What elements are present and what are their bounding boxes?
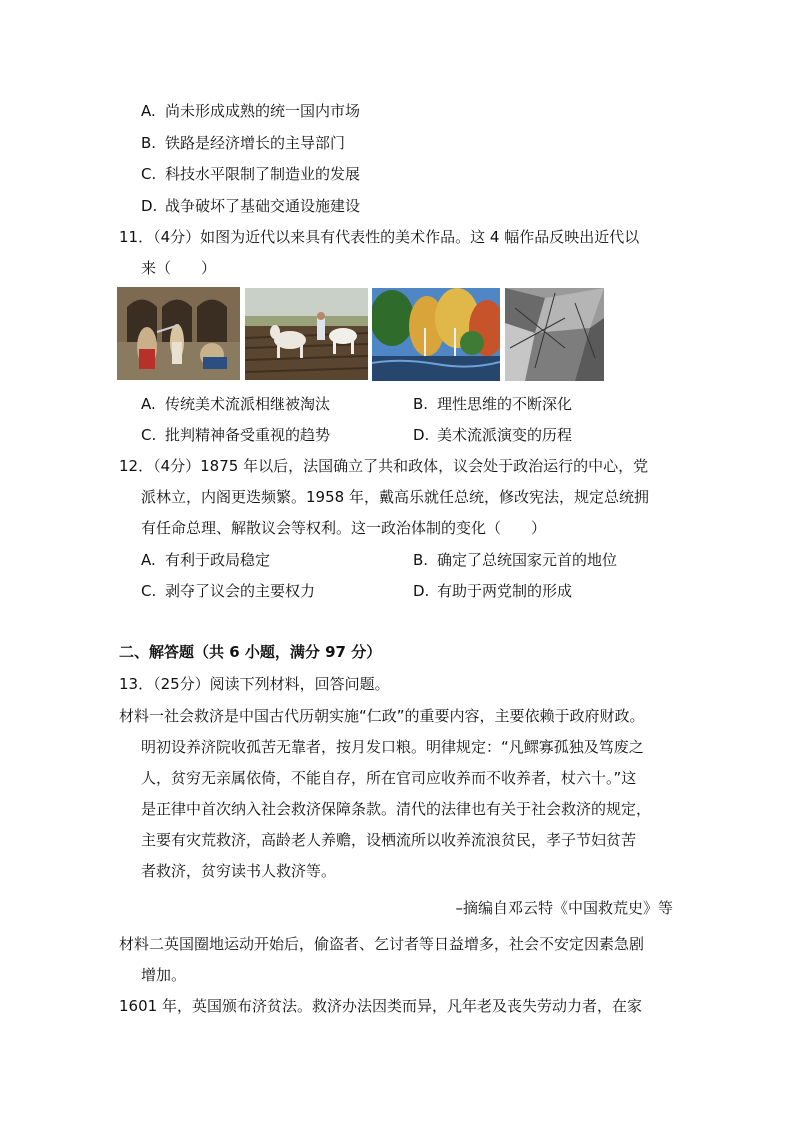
q12-option-b: B. 确定了总统国家元首的地位 — [413, 551, 618, 569]
q10-option-c: C. 科技水平限制了制造业的发展 — [141, 165, 361, 183]
q13-material1-line: 是正律中首次纳入社会救济保障条款。清代的法律也有关于社会救济的规定， — [141, 800, 652, 818]
q13-material1-line: 主要有灾荒救济，高龄老人养赡，设栖流所以收养流浪贫民，孝子节妇贫苦 — [141, 831, 637, 849]
q10-option-b: B. 铁路是经济增长的主导部门 — [141, 134, 346, 152]
q12-option-a: A. 有利于政局稳定 — [141, 551, 271, 569]
q10-option-a: A. 尚未形成成熟的统一国内市场 — [141, 102, 361, 120]
q13-material1-line: 明初设养济院收孤苦无靠者，按月发口粮。明律规定：“凡鳏寡孤独及笃废之 — [141, 738, 644, 756]
neoclassical-painting-oath-of-horatii — [117, 287, 240, 380]
q13-material1-line: 材料一社会救济是中国古代历朝实施“仁政”的重要内容，主要依赖于政府财政。 — [119, 707, 645, 725]
q13-material2-continued: 1601 年，英国颁布济贫法。救济办法因类而异，凡年老及丧失劳动力者，在家 — [119, 997, 642, 1015]
q11-option-d: D. 美术流派演变的历程 — [413, 426, 573, 444]
q11-option-c: C. 批判精神备受重视的趋势 — [141, 426, 331, 444]
q11-option-a: A. 传统美术流派相继被淘汰 — [141, 395, 331, 413]
q13-material2-line: 增加。 — [141, 966, 187, 984]
q12-stem-line3: 有任命总理、解散议会等权利。这一政治体制的变化（ ） — [141, 519, 547, 537]
q12-stem-line2: 派林立，内阁更迭频繁。1958 年，戴高乐就任总统，修改宪法，规定总统拥 — [141, 488, 649, 506]
q12-stem-line1: 12．（4分）1875 年以后，法国确立了共和政体，议会处于政治运行的中心，党 — [119, 457, 649, 475]
q13-material2-line: 材料二英国圈地运动开始后，偷盗者、乞讨者等日益增多，社会不安定因素急剧 — [119, 935, 645, 953]
realist-painting-ploughing-horses — [245, 288, 368, 380]
section-title: 二、解答题（共 6 小题，满分 97 分） — [119, 643, 382, 661]
q11-option-b: B. 理性思维的不断深化 — [413, 395, 573, 413]
q12-option-d: D. 有助于两党制的形成 — [413, 582, 573, 600]
q11-stem-line2: 来（ ） — [141, 259, 217, 277]
q13-material1-source: –摘编自邓云特《中国救荒史》等 — [455, 899, 673, 917]
cubist-painting-abstract — [505, 288, 604, 381]
q12-option-c: C. 剥夺了议会的主要权力 — [141, 582, 316, 600]
q13-material1-line: 者救济，贫穷读书人救济等。 — [141, 862, 337, 880]
q13-material1-line: 人，贫穷无亲属依倚，不能自存，所在官司应收养而不收养者，杖六十。”这 — [141, 769, 637, 787]
q13-stem: 13．（25分）阅读下列材料，回答问题。 — [119, 675, 390, 693]
impressionist-painting-autumn-trees — [372, 288, 500, 381]
q11-stem-line1: 11．（4分）如图为近代以来具有代表性的美术作品。这 4 幅作品反映出近代以 — [119, 228, 640, 246]
q10-option-d: D. 战争破坏了基础交通设施建设 — [141, 197, 361, 215]
